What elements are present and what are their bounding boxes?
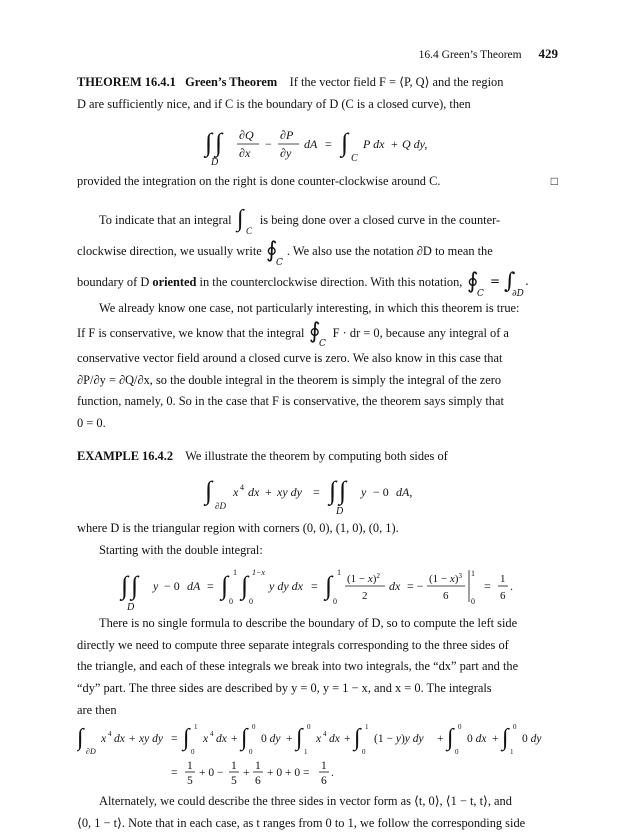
svg-text:∫: ∫ (220, 571, 229, 601)
svg-text:1: 1 (255, 760, 261, 773)
theorem-line-1 (77, 72, 558, 94)
svg-text:.: . (524, 274, 529, 289)
svg-text:1: 1 (365, 723, 369, 732)
svg-text:1: 1 (187, 760, 193, 773)
svg-text:1: 1 (321, 760, 327, 773)
svg-text:+: + (344, 733, 351, 746)
svg-text:0: 0 (470, 597, 475, 607)
svg-text:∫: ∫ (447, 725, 454, 752)
para2-line-3: conservative vector field around a closed curve is zero. We also know in this case that (77, 351, 503, 365)
svg-text:+ 0 −: + 0 − (199, 767, 224, 780)
svg-text:1: 1 (500, 573, 506, 586)
svg-text:∮: ∮ (308, 320, 321, 344)
svg-text:=: = (324, 137, 332, 152)
svg-text:4: 4 (210, 730, 214, 739)
integral-c-symbol (235, 206, 257, 236)
example-equation-1 (203, 471, 433, 517)
greens-theorem-equation (203, 119, 433, 169)
para1-line-1: To indicate that an integral ∫ C is being done over a closed curve in the counter- (99, 205, 501, 236)
para4-line-1: Alternately, we could describe the three sides in vector form as ⟨t, 0⟩, ⟨1 − t, t⟩, and (99, 794, 512, 809)
svg-text:∫: ∫ (120, 571, 129, 601)
svg-text:C: C (350, 153, 358, 165)
example-formula-4 (77, 757, 558, 791)
svg-text:0 dx: 0 dx (467, 733, 487, 746)
svg-text:Q dy,: Q dy, (401, 137, 427, 152)
svg-text:0: 0 (332, 597, 337, 607)
para2-line-1: We already know one case, not particularly interesting, in which this theorem is true: (99, 301, 520, 316)
example-formula-1 (77, 470, 558, 516)
svg-text:D: D (335, 506, 343, 518)
svg-text:∂D: ∂D (511, 289, 524, 299)
example-equation-2-result (482, 564, 516, 612)
svg-text:+: + (492, 733, 499, 746)
qed-box: □ (550, 174, 558, 189)
svg-text:dx: dx (247, 485, 259, 500)
svg-text:5: 5 (187, 775, 193, 788)
para3-line-3: the triangle, and each of these integrals we break into two integrals, the “dx” part and the (77, 659, 519, 674)
svg-text:∫: ∫ (296, 725, 303, 752)
svg-text:+: + (390, 137, 398, 152)
theorem-label: THEOREM 16.4.1 (77, 75, 176, 89)
svg-text:0: 0 (228, 597, 233, 607)
para2-line-2: If F is conservative, we know that the integral ∮ C F · dr = 0, because any integral of a (77, 320, 509, 348)
example-start: Starting with the double integral: (99, 542, 263, 557)
svg-text:∫: ∫ (502, 725, 509, 752)
svg-text:dx: dx (114, 733, 125, 746)
svg-text:(1 − x)2: $(1 - x)^2$ (346, 572, 380, 586)
svg-text:=: = (484, 579, 491, 594)
svg-text:∫: ∫ (328, 476, 336, 506)
svg-text:∫: ∫ (236, 205, 244, 232)
svg-text:∫: ∫ (183, 725, 190, 752)
svg-text:D: D (210, 157, 218, 169)
svg-text:dx: dx (329, 733, 340, 746)
theorem-name: Green’s Theorem (185, 75, 278, 89)
svg-text:∫: ∫ (354, 725, 361, 752)
svg-text:0: 0 (248, 597, 253, 607)
para1-line-2: clockwise direction, we usually write ∮ C . We also use the notation ∂D to mean the (77, 238, 493, 268)
example-heading: EXAMPLE 16.4.2 We illustrate the theorem by computing both sides of (77, 449, 448, 464)
svg-text:− 0: − 0 (163, 579, 180, 594)
svg-text:+: + (231, 733, 238, 746)
svg-text:6: 6 (500, 590, 506, 603)
para3-line-2: directly we need to compute three separate integrals corresponding to the three sides of (77, 637, 509, 652)
svg-text:1: 1 (336, 568, 341, 578)
para1-line-3: boundary of D oriented in the counterclockwise direction. With this notation, ∮ C = ∫ ∂D . (77, 269, 529, 299)
contour-equals-boundary-symbol (466, 268, 530, 298)
svg-text:∂D: ∂D (214, 501, 226, 512)
svg-text:.: . (510, 579, 514, 594)
svg-text:4: 4 (239, 483, 244, 493)
section-title: 16.4 Green’s Theorem (418, 49, 522, 61)
svg-text:∫: ∫ (340, 128, 348, 158)
svg-text:C: C (245, 225, 252, 236)
svg-text:+: + (286, 733, 293, 746)
svg-text:∫: ∫ (130, 571, 139, 601)
svg-text:dA: dA (303, 137, 317, 152)
svg-text:+ 0 + 0 =: + 0 + 0 = (267, 767, 310, 780)
svg-text:dA,: dA, (395, 485, 412, 500)
svg-text:D: D (126, 602, 135, 613)
svg-text:∂D: ∂D (86, 747, 96, 757)
example-label: EXAMPLE 16.4.2 (77, 449, 174, 464)
svg-text:0 dy: 0 dy (261, 733, 281, 746)
svg-text:∫: ∫ (204, 476, 212, 506)
svg-text:dx: dx (388, 579, 401, 594)
svg-text:+: + (243, 767, 250, 780)
svg-text:0: 0 (458, 723, 462, 732)
svg-text:6: 6 (321, 775, 327, 788)
svg-text:4: 4 (323, 730, 327, 739)
page-number: 429 (538, 46, 558, 61)
svg-text:0: 0 (252, 723, 256, 732)
example-equation-2 (119, 564, 479, 612)
svg-text:0: 0 (513, 723, 517, 732)
svg-text:5: 5 (231, 775, 237, 788)
contour-integral-symbol (265, 237, 287, 267)
svg-text:−: − (264, 137, 272, 152)
svg-text:.: . (331, 767, 334, 780)
svg-text:x: x (316, 733, 322, 746)
svg-text:1: 1 (510, 748, 514, 757)
svg-text:+: + (129, 733, 136, 746)
theorem-formula (77, 117, 558, 169)
svg-text:∂x: ∂x (238, 146, 250, 161)
svg-text:dx: dx (216, 733, 227, 746)
example-where: where D is the triangular region with corners (0, 0), (1, 0), (0, 1). (77, 520, 399, 535)
example-equation-3 (77, 721, 558, 757)
para2-line-4: ∂P/∂y = ∂Q/∂x, so the double integral in the theorem is simply the integral of the zero (77, 372, 502, 387)
svg-text:x: x (101, 733, 107, 746)
contour-integral-symbol-2 (308, 320, 330, 348)
svg-text:(1 − x)3: $(1 - x)^3$ (428, 572, 462, 586)
svg-text:0: 0 (191, 748, 195, 757)
svg-text:2: 2 (361, 590, 368, 603)
svg-text:(1 − y)y dy: (1 − y)y dy (374, 733, 424, 746)
svg-text:0: 0 (455, 748, 459, 757)
svg-text:6: 6 (255, 775, 261, 788)
svg-text:1−x: 1−x (251, 568, 265, 578)
para3-line-1: There is no single formula to describe the boundary of D, so to compute the left side (99, 616, 518, 631)
example-formula-3 (77, 721, 558, 757)
svg-text:= −: = − (406, 579, 424, 594)
svg-text:0: 0 (249, 748, 253, 757)
svg-text:x: x (203, 733, 209, 746)
para4-line-2: ⟨0, 1 − t⟩. Note that in each case, as t ranges from 0 to 1, we follow the corresponding side (77, 815, 526, 830)
svg-text:y: y (360, 485, 366, 500)
svg-text:∫: ∫ (503, 269, 515, 295)
svg-text:+: + (264, 485, 272, 500)
svg-text:∂Q: ∂Q (238, 128, 254, 143)
svg-text:− 0: − 0 (372, 485, 389, 500)
svg-text:=: = (310, 579, 318, 594)
svg-text:1: 1 (194, 723, 198, 732)
para2-line-6: 0 = 0. (77, 415, 106, 430)
svg-text:∫: ∫ (77, 725, 84, 752)
svg-text:1: 1 (470, 569, 475, 579)
svg-text:C: C (275, 258, 283, 268)
svg-text:∫: ∫ (324, 571, 333, 601)
para3-line-4: “dy” part. The three sides are described by y = 0, y = 1 − x, and x = 0. The integrals (77, 680, 492, 695)
svg-text:1: 1 (231, 760, 237, 773)
svg-text:∫: ∫ (241, 725, 248, 752)
svg-text:xy dy: xy dy (139, 733, 163, 746)
svg-text:=: = (489, 274, 500, 289)
svg-text:=: = (312, 485, 320, 500)
svg-text:=: = (171, 767, 178, 780)
svg-text:0: 0 (362, 748, 366, 757)
svg-text:∫: ∫ (204, 128, 212, 158)
para3-line-5: are then (77, 702, 117, 717)
theorem-text-1: If the vector field F = ⟨P, Q⟩ and the region (289, 75, 504, 89)
theorem-after: provided the integration on the right is done counter-clockwise around C. □ (77, 171, 558, 193)
page-body (77, 72, 558, 834)
example-formula-2 (77, 563, 558, 611)
svg-text:∫: ∫ (214, 128, 222, 158)
running-header (0, 46, 558, 62)
svg-text:∫: ∫ (338, 476, 346, 506)
svg-text:y dy dx: y dy dx (268, 579, 303, 594)
svg-text:∫: ∫ (240, 571, 249, 601)
svg-text:P dx: P dx (362, 137, 384, 152)
svg-text:6: 6 (442, 590, 449, 603)
svg-text:∮: ∮ (265, 238, 278, 264)
svg-text:4: 4 (108, 730, 112, 739)
svg-text:C: C (476, 289, 484, 299)
svg-text:x: x (232, 485, 238, 500)
svg-text:∂y: ∂y (279, 146, 291, 161)
svg-text:=: = (171, 733, 178, 746)
svg-text:+: + (437, 733, 444, 746)
svg-text:dA: dA (186, 579, 201, 594)
svg-text:y: y (152, 579, 159, 594)
svg-text:1: 1 (304, 748, 308, 757)
svg-text:∂P: ∂P (279, 128, 293, 143)
svg-text:1: 1 (232, 568, 237, 578)
svg-text:0: 0 (307, 723, 311, 732)
para2-line-5: function, namely, 0. So in the case that F is conservative, the theorem says simply that (77, 394, 504, 409)
example-equation-4 (77, 757, 558, 791)
svg-text:∮: ∮ (466, 269, 478, 295)
theorem-text-2: D are sufficiently nice, and if C is the boundary of D (C is a closed curve), then (77, 96, 471, 111)
svg-text:xy dy: xy dy (276, 485, 302, 500)
svg-text:0 dy: 0 dy (522, 733, 542, 746)
svg-text:C: C (318, 339, 326, 348)
svg-text:=: = (206, 579, 214, 594)
